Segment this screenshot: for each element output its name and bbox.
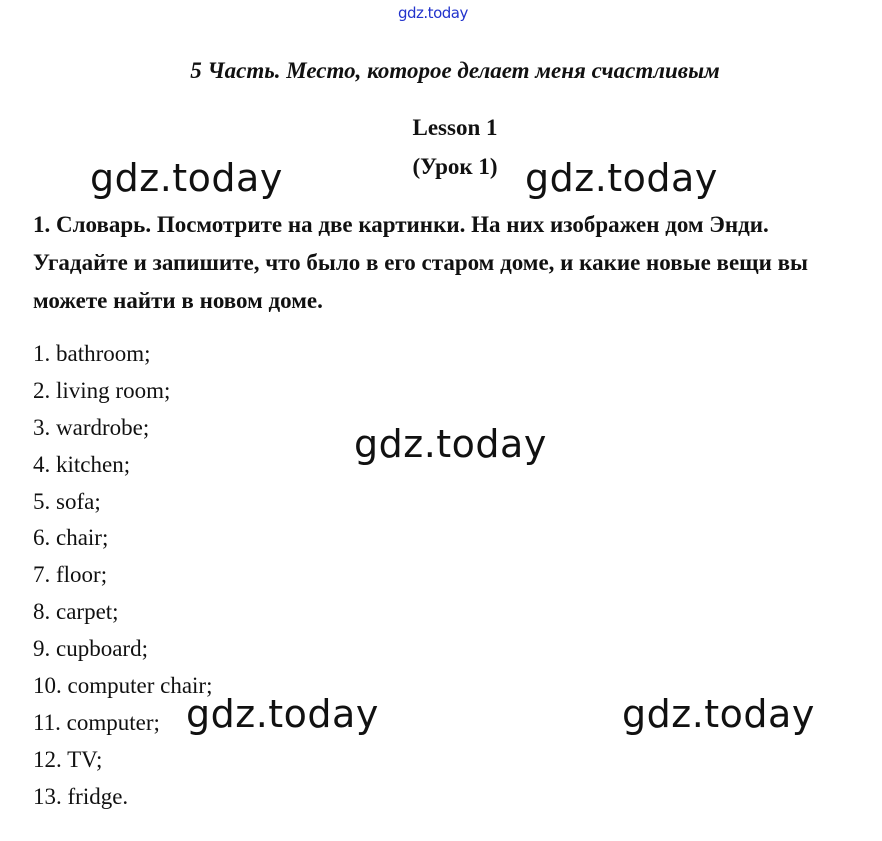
list-item: 1. bathroom; [33, 341, 151, 366]
watermark: gdz.today [622, 692, 815, 736]
answer-list [33, 336, 212, 816]
list-item: 10. computer chair; [33, 673, 213, 699]
watermark: gdz.today [525, 156, 718, 200]
list-item: 3. wardrobe; [33, 414, 150, 440]
list-item: 13. fridge. [33, 783, 129, 809]
list-item: 2. living room; [33, 377, 171, 403]
list-item: 8. carpet; [33, 599, 119, 625]
part-title: 5 Часть. Место, которое делает меня счастливым [190, 58, 720, 83]
lesson-title-ru: (Урок 1) [412, 154, 498, 179]
list-item: 5. sofa; [33, 488, 101, 514]
list-item: 12. TV; [33, 746, 103, 772]
list-item: 6. chair; [33, 525, 109, 551]
list-item: 4. kitchen; [33, 451, 131, 477]
watermark-top: gdz.today [398, 4, 468, 22]
watermark: gdz.today [90, 156, 283, 200]
watermark: gdz.today [354, 422, 547, 466]
list-item: 9. cupboard; [33, 636, 148, 662]
task-instruction: 1. Словарь. Посмотрите на две картинки. На них изображен дом Энди. Угадайте и запишите, что было в его старом доме, и какие новые вещи вы можете найти в новом доме. [33, 212, 808, 313]
list-item: 11. computer; [33, 709, 160, 735]
lesson-title: Lesson 1 [412, 115, 498, 140]
list-item: 7. floor; [33, 562, 108, 588]
watermark: gdz.today [186, 692, 379, 736]
